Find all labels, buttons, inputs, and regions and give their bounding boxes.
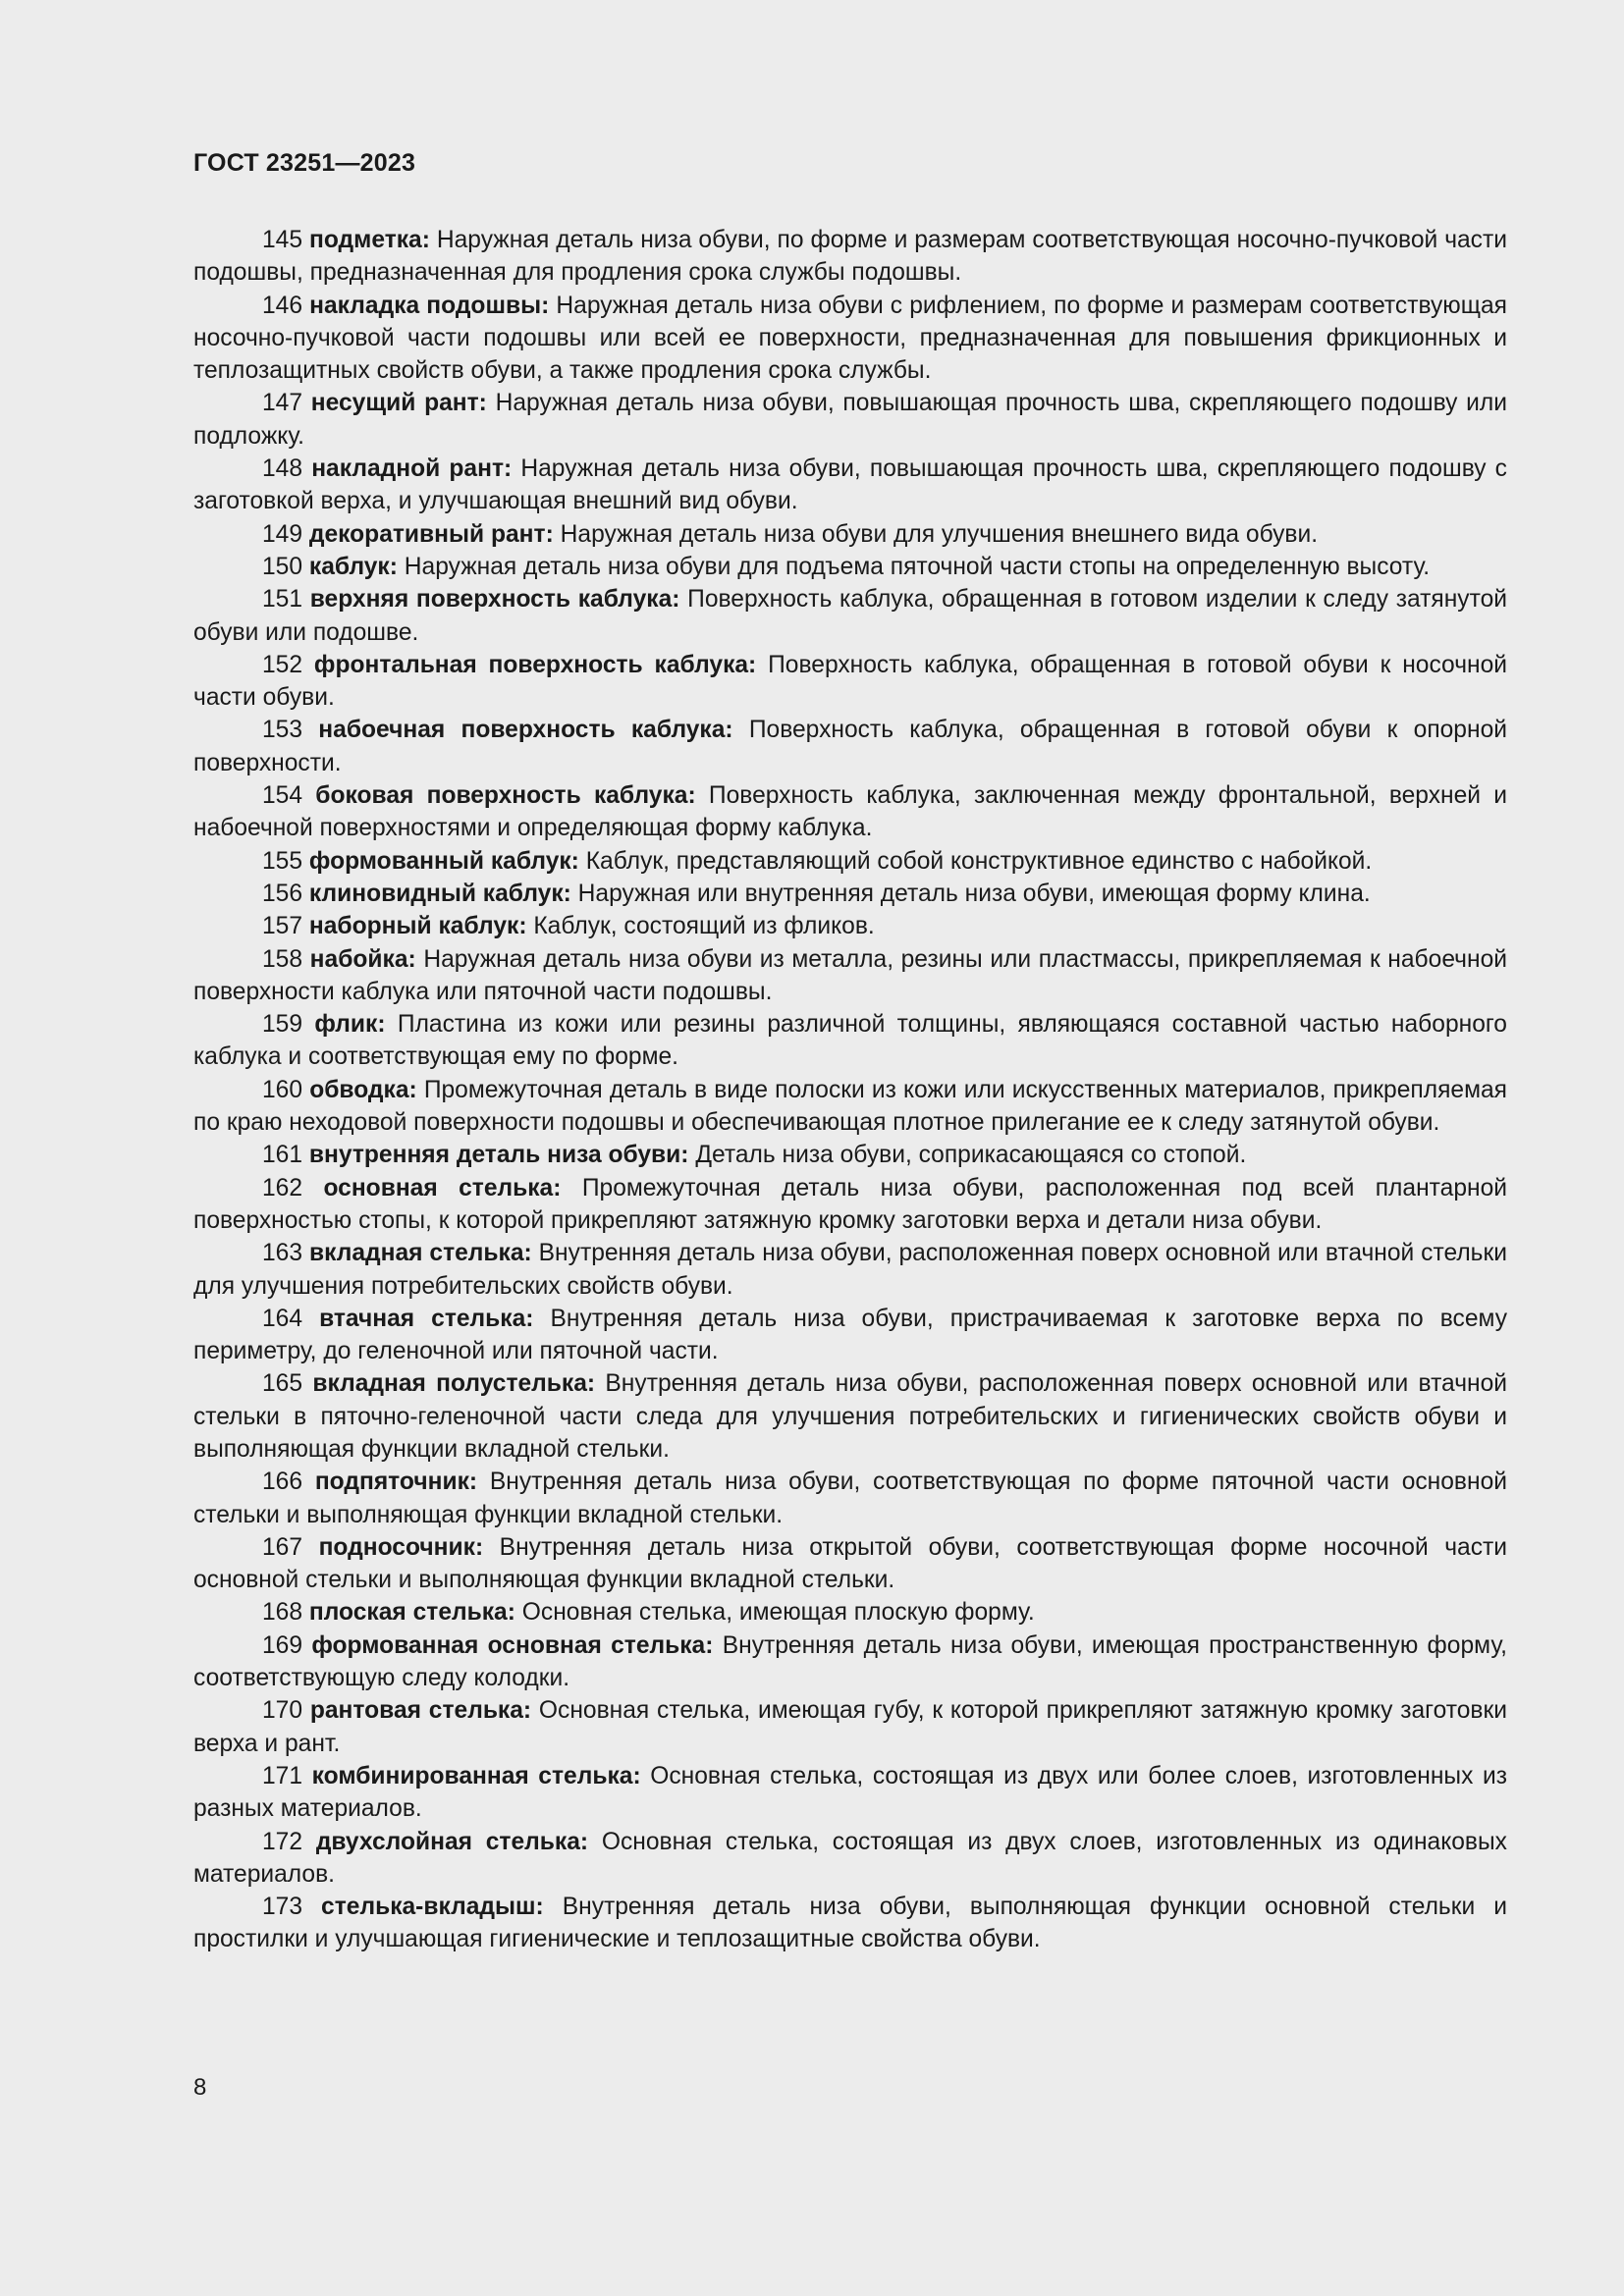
term-name: накладной рант: [311, 455, 513, 483]
term-number: 151 [262, 586, 303, 614]
term-name: боковая поверхность каблука: [315, 782, 696, 810]
term-name: вкладная стелька: [308, 1240, 532, 1267]
term-entry [193, 1074, 1507, 1140]
term-number: 162 [262, 1174, 303, 1201]
term-name: несущий рант: [310, 390, 487, 417]
term-definition: Внутренняя деталь низа обуви, пристрачиваемая к заготовке верха по всему периметру, до геленочной или пяточной части. [193, 1305, 1507, 1365]
term-number: 148 [262, 455, 303, 483]
term-number: 147 [262, 390, 303, 417]
term-entry [193, 943, 1507, 1009]
term-definition: Промежуточная деталь низа обуви, расположенная под всей плантарной поверхностью стопы, к которой прикрепляют затяжную кромку заготовки верха и детали низа обуви. [193, 1174, 1507, 1234]
term-name: накладка подошвы: [309, 292, 550, 319]
term-entry [193, 453, 1507, 518]
term-entry [193, 1237, 1507, 1303]
term-name: верхняя поверхность каблука: [309, 586, 680, 614]
term-entry [193, 1008, 1507, 1074]
term-definition: Поверхность каблука, заключенная между фронтальной, верхней и набоечной поверхностями и определяющая форму каблука. [193, 782, 1507, 842]
term-name: наборный каблук: [308, 913, 527, 940]
term-number: 166 [262, 1468, 303, 1496]
term-entry [193, 1303, 1507, 1368]
term-definition: Наружная деталь низа обуви, повышающая прочность шва, скрепляющего подошву или подложку. [193, 390, 1507, 450]
term-name: флик: [314, 1011, 386, 1039]
term-name: декоративный рант: [308, 520, 554, 548]
term-number: 164 [262, 1305, 303, 1332]
term-name: набоечная поверхность каблука: [318, 717, 733, 744]
term-number: 154 [262, 782, 303, 810]
term-name: вкладная полустелька: [312, 1370, 596, 1398]
term-entry [193, 1172, 1507, 1238]
term-number: 149 [262, 520, 303, 548]
term-entry [193, 1367, 1507, 1466]
term-definition: Каблук, состоящий из фликов. [533, 913, 875, 940]
term-entry [193, 1891, 1507, 1956]
term-number: 161 [262, 1142, 303, 1169]
term-number: 170 [262, 1697, 303, 1725]
term-definition: Основная стелька, состоящая из двух слоев, изготовленных из одинаковых материалов. [193, 1828, 1507, 1888]
term-number: 168 [262, 1599, 303, 1627]
term-definition: Основная стелька, имеющая губу, к которой прикрепляют затяжную кромку заготовки верха и рант. [193, 1697, 1507, 1757]
term-entry [193, 878, 1507, 910]
term-definition: Наружная деталь низа обуви для подъема пяточной части стопы на определенную высоту. [404, 553, 1431, 580]
term-entry [193, 583, 1507, 649]
term-name: комбинированная стелька: [311, 1762, 641, 1789]
term-definition: Внутренняя деталь низа обуви, имеющая пространственную форму, соответствующую следу колодки. [193, 1631, 1507, 1692]
term-name: подметка: [308, 227, 430, 253]
term-name: каблук: [308, 553, 398, 580]
term-definition: Поверхность каблука, обращенная в готовой обуви к носочной части обуви. [193, 651, 1507, 712]
term-name: плоская стелька: [308, 1599, 515, 1627]
term-name: основная стелька: [323, 1174, 562, 1201]
term-definition: Наружная деталь низа обуви для улучшения внешнего вида обуви. [560, 520, 1319, 548]
term-entry [193, 910, 1507, 942]
term-name: двухслойная стелька: [315, 1828, 589, 1855]
term-entry [193, 1826, 1507, 1892]
term-definition: Каблук, представляющий собой конструктивное единство с набойкой. [585, 847, 1373, 875]
term-name: фронтальная поверхность каблука: [313, 651, 757, 678]
term-definition: Поверхность каблука, обращенная в готовом изделии к следу затянутой обуви или подошве. [193, 586, 1507, 646]
term-entry [193, 845, 1507, 878]
term-entry [193, 714, 1507, 779]
term-number: 171 [262, 1762, 303, 1789]
term-number: 163 [262, 1240, 303, 1267]
term-name: внутренняя деталь низа обуви: [308, 1142, 689, 1169]
term-definition: Наружная деталь низа обуви с рифлением, по форме и размерам соответствующая носочно-пучковой части подошвы или всей ее поверхности, предназначенная для повышения фрикционных и теплозащитных свойств обуви, а также продления срока службы. [193, 292, 1507, 385]
term-entry [193, 290, 1507, 388]
term-name: стелька-вкладыш: [321, 1894, 544, 1921]
term-number: 173 [262, 1894, 303, 1921]
term-definition: Наружная деталь низа обуви, повышающая прочность шва, скрепляющего подошву с заготовкой верха, и улучшающая внешний вид обуви. [193, 455, 1507, 515]
term-number: 157 [262, 913, 303, 940]
term-entry [193, 649, 1507, 715]
term-entry [193, 1466, 1507, 1531]
term-entry [193, 779, 1507, 845]
term-definition: Деталь низа обуви, соприкасающаяся со стопой. [695, 1142, 1247, 1169]
term-name: клиновидный каблук: [308, 880, 571, 907]
term-definition: Поверхность каблука, обращенная в готовой обуви к опорной поверхности. [193, 717, 1507, 776]
term-name: формованная основная стелька: [311, 1631, 714, 1659]
term-number: 145 [262, 227, 303, 253]
term-number: 146 [262, 292, 303, 319]
term-number: 153 [262, 717, 303, 744]
term-entry [193, 1629, 1507, 1695]
term-number: 165 [262, 1370, 303, 1398]
term-number: 150 [262, 553, 303, 580]
term-number: 156 [262, 880, 303, 907]
term-number: 159 [262, 1011, 303, 1039]
term-entry [193, 551, 1507, 583]
term-definition: Основная стелька, имеющая плоскую форму. [521, 1599, 1035, 1627]
term-name: подпяточник: [314, 1468, 478, 1496]
page-number: 8 [193, 2074, 207, 2101]
term-definition: Пластина из кожи или резины различной толщины, являющаяся составной частью наборного каблука и соответствующая ему по форме. [193, 1011, 1507, 1071]
term-definition: Наружная или внутренняя деталь низа обуви, имеющая форму клина. [577, 880, 1371, 907]
term-definition: Внутренняя деталь низа обуви, соответствующая по форме пяточной части основной стельки и выполняющая функции вкладной стельки. [193, 1468, 1507, 1528]
term-number: 160 [262, 1076, 303, 1103]
term-definition: Основная стелька, состоящая из двух или более слоев, изготовленных из разных материалов. [193, 1762, 1508, 1823]
term-definition: Внутренняя деталь низа открытой обуви, соответствующая форме носочной части основной стельки и выполняющая функции вкладной стельки. [193, 1533, 1507, 1594]
term-name: рантовая стелька: [309, 1697, 532, 1725]
term-number: 155 [262, 847, 303, 875]
term-definition: Промежуточная деталь в виде полоски из кожи или искусственных материалов, прикрепляемая по краю неходовой поверхности подошвы и обеспечивающая плотное прилегание ее к следу затянутой обуви. [193, 1076, 1507, 1137]
term-definition: Наружная деталь низа обуви, по форме и размерам соответствующая носочно-пучковой части подошвы, предназначенная для продления срока службы подошвы. [193, 227, 1507, 287]
term-entry [193, 1596, 1507, 1629]
terms-list [193, 224, 1507, 1956]
term-entry [193, 387, 1507, 453]
term-number: 172 [262, 1828, 303, 1855]
term-entry [193, 224, 1507, 290]
term-number: 158 [262, 945, 303, 973]
term-name: обводка: [309, 1076, 417, 1103]
term-name: формованный каблук: [308, 847, 579, 875]
term-entry [193, 1760, 1507, 1826]
term-number: 169 [262, 1631, 303, 1659]
term-number: 152 [262, 651, 303, 678]
term-entry [193, 1531, 1507, 1597]
term-definition: Внутренняя деталь низа обуви, расположенная поверх основной или втачной стельки в пяточно-геленочной части следа для улучшения потребительских и гигиенических свойств обуви и выполняющая функции вкладной стельки. [193, 1370, 1508, 1463]
term-name: втачная стелька: [319, 1305, 534, 1332]
term-definition: Внутренняя деталь низа обуви, выполняющая функции основной стельки и простилки и улучшающая гигиенические и теплозащитные свойства обуви. [193, 1894, 1507, 1953]
term-name: набойка: [309, 945, 416, 973]
term-definition: Внутренняя деталь низа обуви, расположенная поверх основной или втачной стельки для улучшения потребительских свойств обуви. [193, 1240, 1507, 1300]
term-number: 167 [262, 1533, 303, 1561]
term-entry [193, 1694, 1507, 1760]
term-name: подносочник: [318, 1533, 484, 1561]
document-header: ГОСТ 23251—2023 [193, 149, 416, 177]
term-entry [193, 1139, 1507, 1171]
term-entry [193, 518, 1507, 551]
term-definition: Наружная деталь низа обуви из металла, резины или пластмассы, прикрепляемая к набоечной поверхности каблука или пяточной части подошвы. [193, 945, 1507, 1005]
